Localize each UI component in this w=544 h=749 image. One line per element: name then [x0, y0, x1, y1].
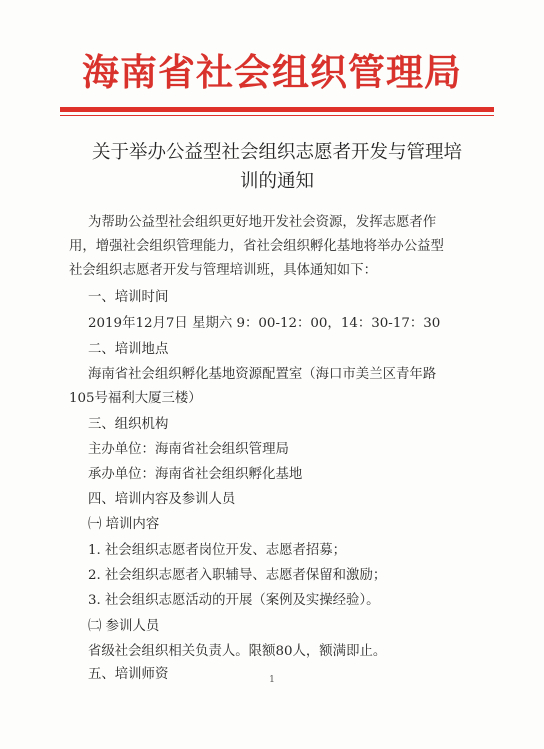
content-item-1: 1. 社会组织志愿者岗位开发、志愿者招募；: [88, 543, 347, 558]
red-rule-thin: [60, 115, 494, 116]
title-line-1: 关于举办公益型社会组织志愿者开发与管理培: [91, 142, 462, 163]
section-4-heading: 四、培训内容及参训人员: [88, 492, 236, 507]
training-location-line-1: 海南省社会组织孵化基地资源配置室（海口市美兰区青年路: [88, 367, 437, 382]
document-title: [60, 138, 494, 196]
participants-subheading: ㈡ 参训人员: [88, 619, 160, 634]
page-number: 1: [269, 675, 275, 685]
section-5-heading: 五、培训师资: [88, 667, 169, 682]
content-item-2: 2. 社会组织志愿者入职辅导、志愿者保留和激励；: [88, 568, 387, 583]
intro-line-3: 社会组织志愿者开发与管理培训班，具体通知如下：: [69, 263, 377, 278]
training-location-line-2: 105号福利大厦三楼）: [69, 391, 202, 406]
intro-line-1: 为帮助公益型社会组织更好地开发社会资源，发挥志愿者作: [88, 215, 437, 230]
red-rule-thick: [60, 107, 494, 112]
training-time: 2019年12月7日 星期六 9：00-12：00，14：30-17：30: [88, 316, 441, 331]
section-2-heading: 二、培训地点: [88, 342, 169, 357]
intro-line-2: 用，增强社会组织管理能力，省社会组织孵化基地将举办公益型: [69, 239, 444, 254]
training-content-subheading: ㈠ 培训内容: [88, 517, 160, 532]
organizer-unit: 承办单位：海南省社会组织孵化基地: [88, 467, 303, 482]
section-3-heading: 三、组织机构: [88, 417, 169, 432]
content-item-3: 3. 社会组织志愿活动的开展（案例及实操经验）。: [88, 593, 380, 608]
host-unit: 主办单位：海南省社会组织管理局: [88, 442, 289, 457]
participants-text: 省级社会组织相关负责人。限额80人，额满即止。: [88, 644, 387, 659]
issuing-organization: 海南省社会组织管理局: [82, 51, 462, 94]
section-1-heading: 一、培训时间: [88, 290, 169, 305]
title-line-2: 训的通知: [239, 171, 314, 192]
